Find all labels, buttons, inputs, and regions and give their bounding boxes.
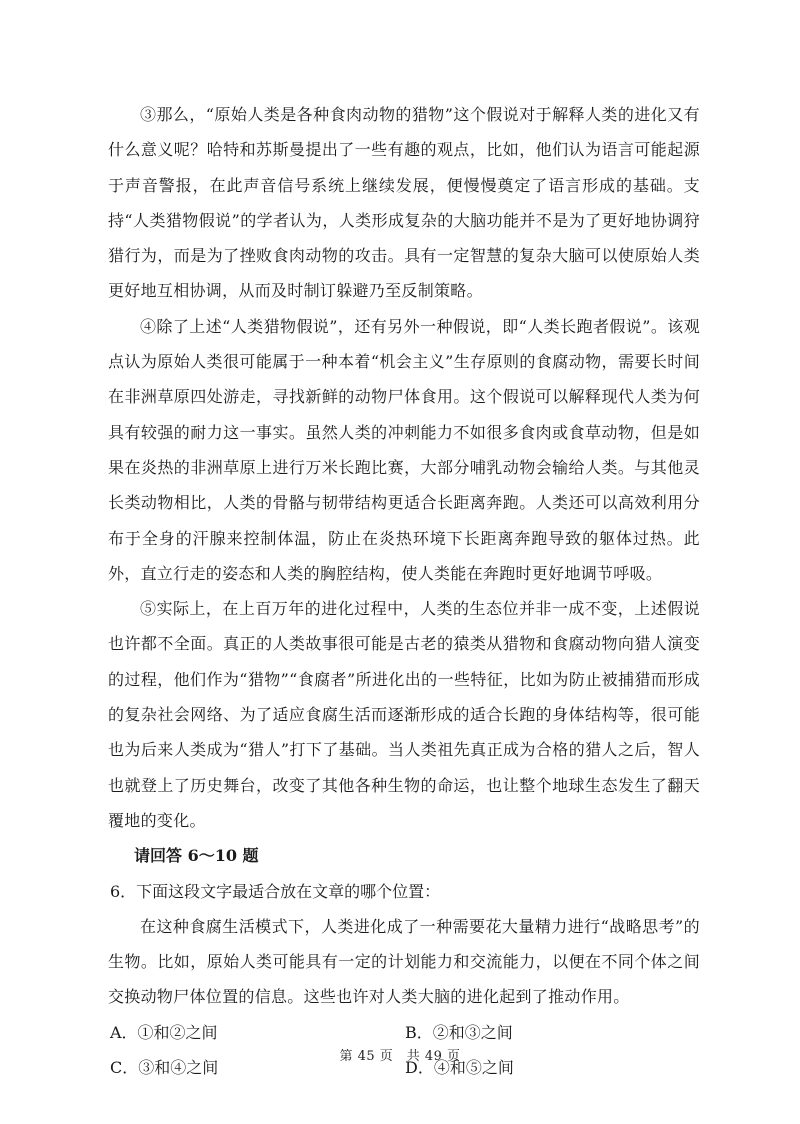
option-c[interactable]: C．③和④之间 <box>110 1058 219 1078</box>
paragraph-4: ④除了上述“人类猎物假说”，还有另外一种假说，即“人类长跑者假说”。该观点认为原始人类很可能属于一种本着“机会主义”生存原则的食腐动物，需要长时间在非洲草原四处游走，寻找新鲜的动物尸体食用。这个假说可以解释现代人类为何具有较强的耐力这一事实。虽然人类的冲刺能力不如很多食肉或食草动物，但是如果在炎热的非洲草原上进行万米长跑比赛，大部分哺乳动物会输给人类。与其他灵长类动物相比，人类的骨骼与韧带结构更适合长距离奔跑。人类还可以高效利用分布于全身的汗腺来控制体温，防止在炎热环境下长距离奔跑导致的躯体过热。此外，直立行走的姿态和人类的胸腔结构，使人类能在奔跑时更好地调节呼吸。 <box>108 316 700 583</box>
option-b[interactable]: B．②和③之间 <box>405 1022 513 1042</box>
page-footer: 第 45 页 共 49 页 <box>339 1049 461 1064</box>
option-d[interactable]: D．④和⑤之间 <box>405 1058 514 1078</box>
document-body <box>108 97 700 1085</box>
section-heading: 请回答 6～10 题 <box>134 846 259 866</box>
question-6-stem: 6．下面这段文字最适合放在文章的哪个位置： <box>110 881 441 901</box>
option-a[interactable]: A．①和②之间 <box>110 1022 218 1042</box>
paragraph-5: ⑤实际上，在上百万年的进化过程中，人类的生态位并非一成不变，上述假说也许都不全面。真正的人类故事很可能是古老的猿类从猎物和食腐动物向猎人演变的过程，他们作为“猎物”“食腐者”所进化出的一些特征，比如为防止被捕猎而形成的复杂社会网络、为了适应食腐生活而逐渐形成的适合长跑的身体结构等，很可能也为后来人类成为“猎人”打下了基础。当人类祖先真正成为合格的猎人之后，智人也就登上了历史舞台，改变了其他各种生物的命运，也让整个地球生态发生了翻天覆地的变化。 <box>108 599 700 830</box>
question-6-passage: 在这种食腐生活模式下，人类进化成了一种需要花大量精力进行“战略思考”的生物。比如，原始人类可能具有一定的计划能力和交流能力，以便在不同个体之间交换动物尸体位置的信息。这些也许对人类大脑的进化起到了推动作用。 <box>108 916 700 1007</box>
paragraph-3: ③那么，“原始人类是各种食肉动物的猎物”这个假说对于解释人类的进化又有什么意义呢？哈特和苏斯曼提出了一些有趣的观点，比如，他们认为语言可能起源于声音警报，在此声音信号系统上继续发展，便慢慢奠定了语言形成的基础。支持“人类猎物假说”的学者认为，人类形成复杂的大脑功能并不是为了更好地协调狩猎行为，而是为了挫败食肉动物的攻击。具有一定智慧的复杂大脑可以使原始人类更好地互相协调，从而及时制订躲避乃至反制策略。 <box>108 105 700 301</box>
